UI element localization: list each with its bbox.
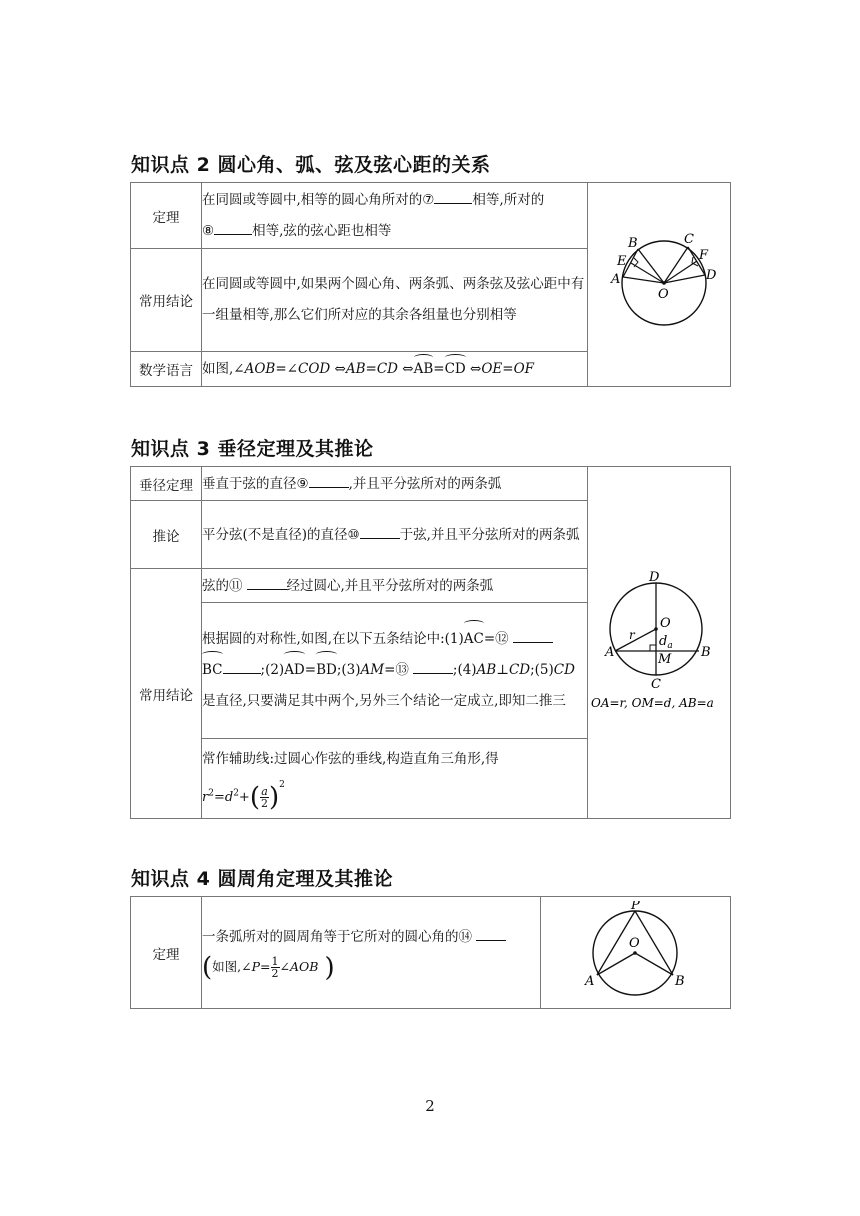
text: ⇔ — [465, 361, 482, 377]
blank-number: ⑬ — [395, 662, 409, 678]
text: 是直径,只要满足其中两个,另外三个结论一定成立,即知二推三 — [202, 693, 566, 709]
answer-blank — [434, 189, 472, 204]
label-c: C — [684, 231, 694, 247]
text: 垂直于弦的直径 — [202, 476, 297, 492]
text: ;(2) — [260, 662, 285, 678]
label-a: A — [584, 973, 594, 989]
numerator: a — [261, 785, 268, 798]
math: OF — [513, 361, 535, 377]
table-row — [131, 897, 731, 1009]
answer-blank — [223, 659, 261, 674]
text: 平分弦(不是直径)的直径 — [202, 526, 348, 543]
label-b: B — [628, 235, 638, 251]
text: ,并且平分弦所对的两条弧 — [348, 476, 502, 492]
exponent: 2 — [208, 788, 214, 799]
label-m: M — [658, 651, 672, 667]
text: = — [365, 361, 377, 377]
figure-caption: OA=r, OM=d, AB=a — [591, 695, 714, 710]
page-number: 2 — [425, 1097, 435, 1115]
denominator: 2 — [260, 797, 268, 810]
row-content — [202, 183, 588, 249]
text: 根据圆的对称性,如图,在以下五条结论中:(1) — [202, 631, 464, 647]
row-content — [202, 501, 588, 569]
text: 相等,弦的弦心距也相等 — [252, 222, 392, 239]
math: AB — [476, 662, 497, 678]
fraction — [260, 786, 269, 809]
text: 常作辅助线:过圆心作弦的垂线,构造直角三角形,得 — [202, 751, 499, 767]
numerator: 1 — [271, 955, 279, 969]
text: ⇔ — [330, 361, 346, 377]
exponent: 2 — [279, 780, 285, 790]
text: ∠ — [279, 959, 290, 975]
row-content — [202, 603, 588, 739]
text: 弦的 — [202, 578, 229, 594]
label-d: D — [649, 570, 660, 585]
row-content — [202, 739, 588, 819]
circle-central-angle-figure — [594, 223, 724, 343]
label-r: r — [629, 627, 635, 642]
table-row — [131, 467, 731, 501]
answer-blank — [513, 628, 553, 643]
row-label: 垂径定理 — [131, 467, 202, 501]
math: CD — [508, 662, 531, 678]
inscribed-angle-figure — [571, 901, 701, 1001]
text: 相等,所对的 — [472, 191, 545, 208]
perpendicular-diameter-figure — [589, 571, 729, 711]
arc-cd: CD — [445, 358, 466, 380]
table-row — [131, 183, 731, 249]
arc-ab: AB — [414, 358, 434, 380]
text: 如图,∠ — [202, 361, 245, 377]
label-f: F — [699, 247, 709, 263]
section-title-4: 知识点 4 圆周角定理及其推论 — [131, 868, 393, 890]
text: + — [238, 790, 250, 805]
answer-blank — [214, 220, 252, 235]
blank-number: ⑨ — [296, 476, 309, 492]
figure-cell — [541, 897, 731, 1009]
label-d: D — [706, 267, 717, 283]
math: AOB — [290, 959, 319, 975]
text: = — [384, 662, 396, 678]
text: ⇔ — [397, 361, 414, 377]
text: 如图,∠ — [212, 959, 252, 975]
label-p: P — [630, 900, 640, 913]
denominator: 2 — [271, 967, 279, 981]
row-label: 推论 — [131, 501, 202, 569]
math: CD — [553, 662, 575, 678]
math: r — [202, 790, 209, 805]
label-a: A — [611, 271, 621, 287]
label-c: C — [651, 676, 661, 692]
row-label: 常用结论 — [131, 569, 202, 819]
blank-number: ⑫ — [495, 631, 509, 647]
row-label: 定理 — [131, 897, 202, 1009]
text: ;(3) — [336, 662, 361, 678]
blank-number: ⑧ — [202, 222, 215, 239]
label-o: O — [628, 935, 640, 951]
row-label: 数学语言 — [131, 352, 202, 387]
row-content: 在同圆或等圆中,如果两个圆心角、两条弧、两条弦及弦心距中有一组量相等,那么它们所对应的其余各组量也分别相等 — [202, 249, 588, 352]
row-label: 定理 — [131, 183, 202, 249]
label-d-a: $d_a$ — [659, 633, 673, 651]
answer-blank — [247, 575, 287, 590]
figure-cell — [588, 467, 731, 819]
formula — [212, 955, 319, 981]
text: = — [260, 959, 271, 975]
table-knowledge-3 — [130, 466, 731, 819]
math: OE — [481, 361, 503, 377]
section-title-2: 知识点 2 圆心角、弧、弦及弦心距的关系 — [131, 154, 491, 176]
arc-bd: BD — [316, 655, 337, 686]
answer-blank — [476, 926, 506, 941]
math: AOB — [244, 361, 276, 377]
text: = — [304, 662, 317, 678]
text: 经过圆心,并且平分弦所对的两条弧 — [286, 578, 494, 594]
section-title-3: 知识点 3 垂径定理及其推论 — [131, 438, 374, 460]
blank-number: ⑩ — [347, 526, 360, 543]
blank-number: ⑦ — [422, 191, 435, 208]
math: AB — [345, 361, 366, 377]
text: = — [502, 361, 514, 377]
row-content — [202, 467, 588, 501]
math: CD — [376, 361, 398, 377]
row-label: 常用结论 — [131, 249, 202, 352]
arc-ac: AC — [464, 624, 484, 655]
text: = — [483, 631, 496, 647]
text: 在同圆或等圆中,相等的圆心角所对的 — [202, 191, 423, 208]
row-content — [202, 352, 588, 387]
answer-blank — [309, 473, 349, 488]
text: 一条弧所对的圆周角等于它所对的圆心角的 — [202, 929, 459, 946]
exponent: 2 — [233, 788, 239, 799]
blank-number: ⑭ — [458, 929, 472, 946]
table-knowledge-4 — [130, 896, 731, 1009]
fraction — [271, 956, 280, 979]
blank-number: ⑪ — [229, 578, 243, 594]
math: d — [224, 790, 234, 805]
label-e: E — [617, 253, 627, 269]
answer-blank — [413, 659, 453, 674]
answer-blank — [360, 524, 400, 539]
label-a: A — [605, 644, 615, 660]
label-b: B — [701, 644, 711, 660]
text: ;(4) — [452, 662, 477, 678]
arc-bc: BC — [202, 655, 223, 686]
text: ⊥ — [496, 662, 509, 678]
row-content: 一条弧所对的圆周角等于它所对的圆心角的⑭ (如图,∠P= $\frac{1}{2}$ ∠AOB ) — [202, 897, 541, 1009]
table-knowledge-2 — [130, 182, 731, 387]
text: = — [433, 361, 445, 377]
text: ;(5) — [530, 662, 554, 678]
label-o: O — [660, 615, 671, 631]
row-content — [202, 569, 588, 603]
text: =∠ — [275, 361, 298, 377]
figure-cell — [588, 183, 731, 387]
label-o: O — [658, 286, 669, 302]
math: AM — [360, 662, 385, 678]
math: COD — [297, 361, 331, 377]
text: = — [213, 790, 225, 805]
formula: $r^2=d^2+$( $\frac{a}{2}$ )$^2$ — [202, 780, 285, 813]
label-b: B — [674, 973, 685, 989]
arc-ad: AD — [284, 655, 305, 686]
math: P — [251, 959, 261, 975]
text: 于弦,并且平分弦所对的两条弧 — [399, 526, 580, 543]
